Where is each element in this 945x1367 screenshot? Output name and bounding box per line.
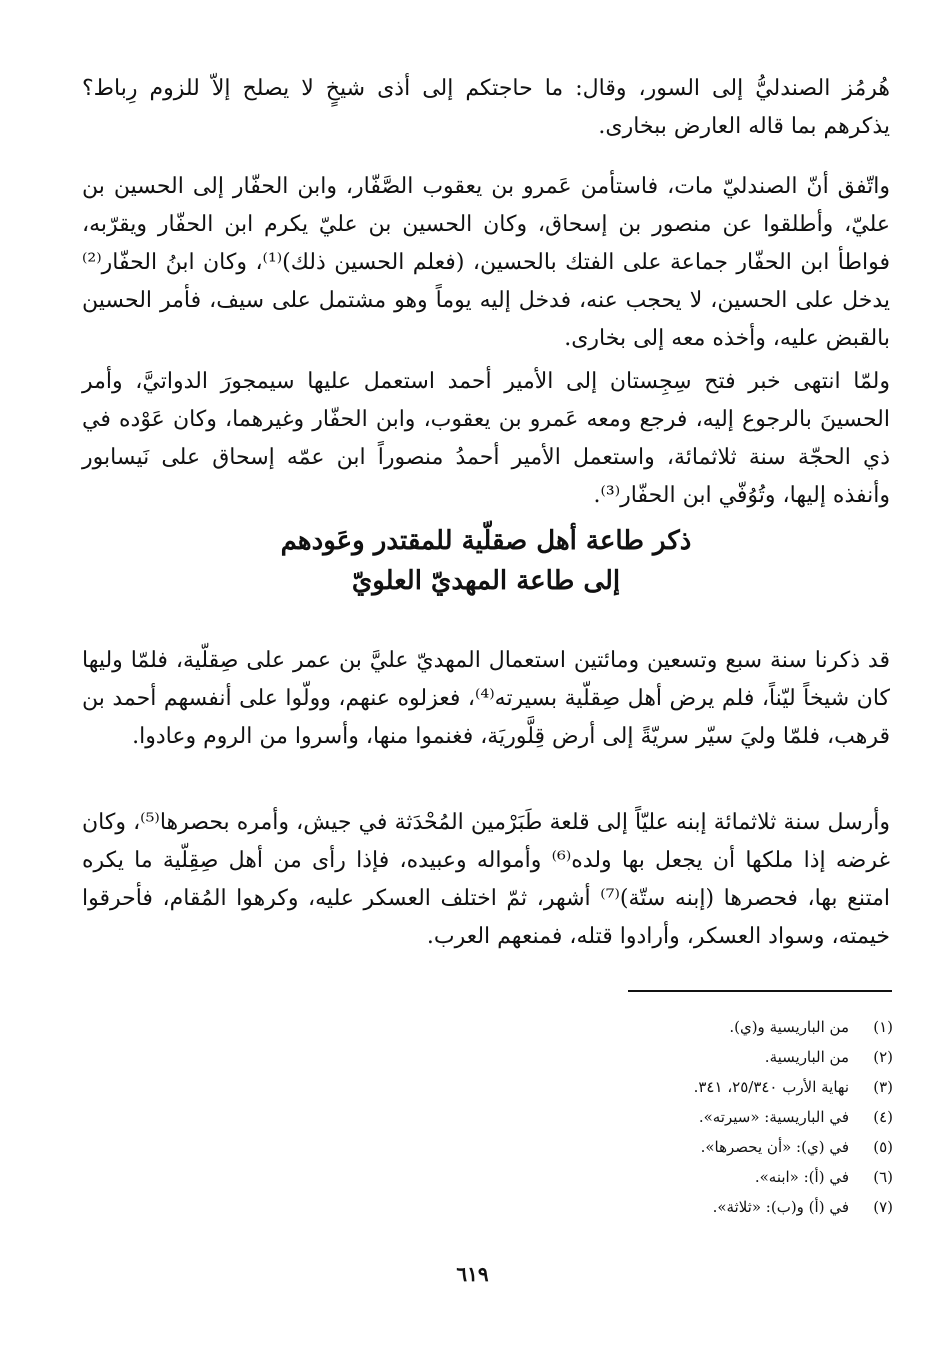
footnote-2 xyxy=(533,1042,893,1072)
footnote-3 xyxy=(533,1072,893,1102)
footnote-4 xyxy=(533,1102,893,1132)
paragraph-3: ولمّا انتهى خبر فتح سِجِستان إلى الأمير أحمد استعمل عليها سيمجورَ الدواتيَّ، وأمر الحسينَ بالرجوع إليه، فرجع ومعه عَمرو بن يعقوب، وابن الحفّار وغيرهما، وكان عَوْده في ذي الحجّة سنة ثلاثمائة، واستعمل الأمير أحمدُ منصوراً ابن عمّه إسحاق على نَيسابور وأنفذه إليها، وتُوُفّي ابن الحفّار⁽³⁾. xyxy=(82,369,890,508)
footnote-number: (٤) xyxy=(873,1108,893,1126)
paragraph-1: هُرمُز الصندليُّ إلى السور، وقال: ما حاجتكم إلى أذى شيخٍ لا يصلح إلاّ للزوم رِباط؟ يذكرهم بما قاله العارض ببخارى. xyxy=(82,76,890,139)
footnote-7 xyxy=(533,1192,893,1222)
section-heading-line-2: إلى طاعة المهديّ العلويّ xyxy=(351,566,621,596)
footnote-6 xyxy=(533,1162,893,1192)
paragraph-5: وأرسل سنة ثلاثمائة إبنه عليّاً إلى قلعة طَبَرْمين المُحْدَثة في جيش، وأمره بحصرها⁽⁵⁾، وكان غرضه إذا ملكها أن يجعل بها ولده⁽⁶⁾ وأمواله وعبيده، فإذا رأى من أهل صِقِلّية ما يكره امتنع بها، فحصرها (إبنه ستّة)⁽⁷⁾ أشهر، ثمّ اختلف العسكر عليه، وكرهوا المُقام، فأحرقوا خيمته، وسواد العسكر، وأرادوا قتله، فمنعهم العرب. xyxy=(82,810,890,949)
footnote-number: (٥) xyxy=(873,1138,893,1156)
footnote-5 xyxy=(533,1132,893,1162)
footnote-number: (٧) xyxy=(873,1198,893,1216)
footnote-text: في (أ) و(ب): «ثلاثة». xyxy=(712,1198,849,1216)
footnote-number: (٢) xyxy=(873,1048,893,1066)
footnote-text: في الباريسية: «سيرته». xyxy=(698,1108,849,1126)
section-heading-line-1: ذكر طاعة أهل صقلّية للمقتدر وعَودهم xyxy=(280,526,692,556)
footnote-divider xyxy=(628,990,892,992)
footnote-text: من الباريسية. xyxy=(764,1048,849,1066)
footnote-text: في (أ): «ابنه». xyxy=(754,1168,849,1186)
footnote-text: في (ي): «أن يحصرها». xyxy=(700,1138,849,1156)
paragraph-2: واتّفق أنّ الصندليّ مات، فاستأمن عَمرو بن يعقوب الصَّفّار، وابن الحفّار إلى الحسين بن عليّ، وأطلقوا عن منصور بن إسحاق، وكان الحسين بن عليّ يكرم ابن الحفّار ويقرّبه، فواطأ ابن الحفّار جماعة على الفتك بالحسين، (فعلم الحسين ذلك)⁽¹⁾، وكان ابنُ الحفّار⁽²⁾ يدخل على الحسين، لا يحجب عنه، فدخل إليه يوماً وهو مشتمل على سيف، فأمر الحسين بالقبض عليه، وأخذه معه إلى بخارى. xyxy=(82,174,890,351)
footnote-text: من الباريسية و(ي). xyxy=(729,1018,849,1036)
footnote-number: (٣) xyxy=(873,1078,893,1096)
footnote-number: (٦) xyxy=(873,1168,893,1186)
page-number: ٦١٩ xyxy=(456,1262,489,1286)
footnote-number: (١) xyxy=(873,1018,893,1036)
footnote-text: نهاية الأرب ٢٥/٣٤٠، ٣٤١. xyxy=(693,1078,849,1096)
paragraph-4: قد ذكرنا سنة سبع وتسعين ومائتين استعمال المهديّ عليَّ بن عمر على صِقلّية، فلمّا وليها كان شيخاً ليّناً، فلم يرض أهل صِقلّية بسيرته⁽⁴⁾، فعزلوه عنهم، وولّوا على أنفسهم أحمد بن قرهب، فلمّا وليَ سيّر سريّةً إلى أرض قِلَّوريَة، فغنموا منها، وأسروا من الروم وعادوا. xyxy=(82,648,890,749)
footnotes xyxy=(533,1012,893,1222)
footnote-1 xyxy=(533,1012,893,1042)
